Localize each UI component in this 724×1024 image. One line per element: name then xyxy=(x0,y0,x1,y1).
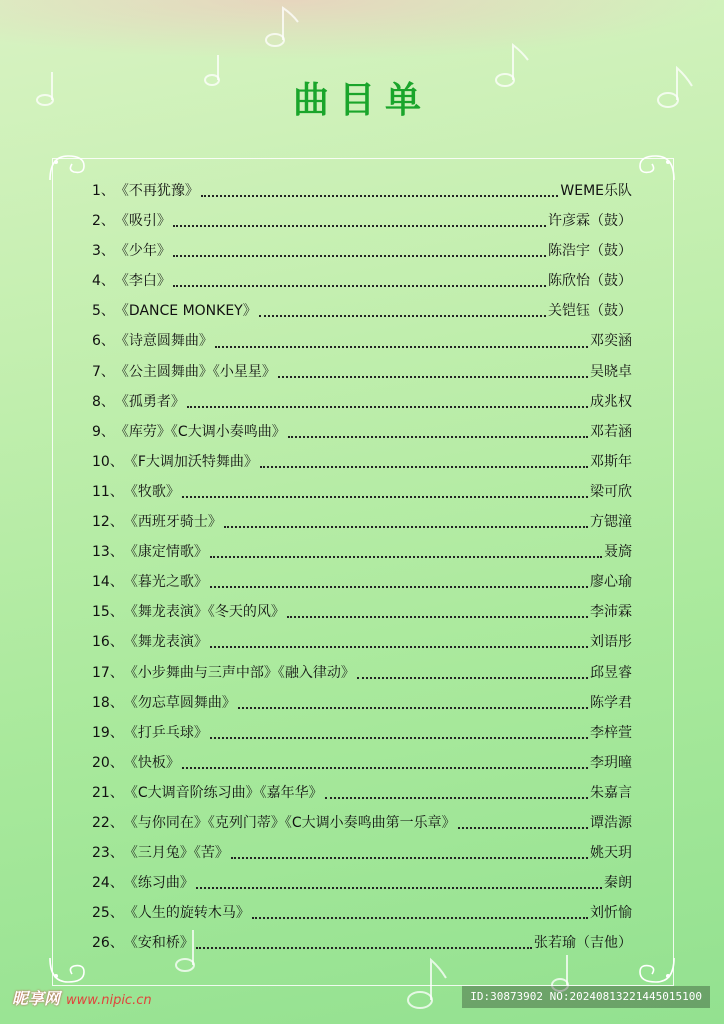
item-title: 《勿忘草圆舞曲》 xyxy=(123,694,236,711)
item-title: 《三月兔》《苦》 xyxy=(123,845,229,862)
item-title: 《舞龙表演》《冬天的风》 xyxy=(123,604,285,621)
dot-leader xyxy=(278,376,588,378)
item-title: 《李白》 xyxy=(114,273,171,290)
item-title: 《快板》 xyxy=(123,754,180,771)
item-performer: 邱昱睿 xyxy=(590,664,632,681)
item-number: 23、 xyxy=(92,845,124,862)
ornament-corner-icon xyxy=(636,152,676,182)
dot-leader xyxy=(210,556,602,558)
list-item xyxy=(92,296,632,326)
item-number: 7、 xyxy=(92,363,115,380)
item-number: 21、 xyxy=(92,784,124,801)
item-performer: 李梓萱 xyxy=(590,724,632,741)
item-number: 6、 xyxy=(92,333,115,350)
dot-leader xyxy=(187,406,588,408)
item-performer: 廖心瑜 xyxy=(590,574,632,591)
item-number: 22、 xyxy=(92,814,124,831)
item-performer: 刘语彤 xyxy=(590,634,632,651)
item-number: 18、 xyxy=(92,694,124,711)
item-title: 《牧歌》 xyxy=(123,483,180,500)
list-item xyxy=(92,326,632,356)
item-title: 《舞龙表演》 xyxy=(123,634,208,651)
list-item xyxy=(92,597,632,627)
item-title: 《打乒乓球》 xyxy=(123,724,208,741)
list-item xyxy=(92,868,632,898)
list-item xyxy=(92,266,632,296)
item-title: 《小步舞曲与三声中部》《融入律动》 xyxy=(123,664,355,681)
item-title: 《与你同在》《克列门蒂》《C大调小奏鸣曲第一乐章》 xyxy=(123,814,456,831)
item-performer: 姚天玥 xyxy=(590,845,632,862)
item-number: 15、 xyxy=(92,604,124,621)
item-number: 5、 xyxy=(92,303,115,320)
item-title: 《西班牙骑士》 xyxy=(123,514,222,531)
item-performer: 刘忻愉 xyxy=(590,905,632,922)
dot-leader xyxy=(260,466,588,468)
dot-leader xyxy=(238,707,588,709)
item-performer: 谭浩源 xyxy=(590,814,632,831)
dot-leader xyxy=(458,827,588,829)
dot-leader xyxy=(224,526,588,528)
item-number: 4、 xyxy=(92,273,115,290)
item-performer: 邓奕涵 xyxy=(590,333,632,350)
item-title: 《练习曲》 xyxy=(123,875,194,892)
list-item xyxy=(92,838,632,868)
item-number: 14、 xyxy=(92,574,124,591)
dot-leader xyxy=(215,346,588,348)
item-title: 《康定情歌》 xyxy=(123,544,208,561)
list-item xyxy=(92,176,632,206)
dot-leader xyxy=(210,586,588,588)
dot-leader xyxy=(196,947,532,949)
item-number: 12、 xyxy=(92,514,124,531)
item-number: 1、 xyxy=(92,183,115,199)
list-item xyxy=(92,627,632,657)
item-title: 《DANCE MONKEY》 xyxy=(114,303,257,320)
dot-leader xyxy=(173,255,546,257)
item-number: 25、 xyxy=(92,905,124,922)
dot-leader xyxy=(231,857,588,859)
item-performer: 李沛霖 xyxy=(590,604,632,621)
item-number: 26、 xyxy=(92,935,124,952)
item-number: 19、 xyxy=(92,724,124,741)
item-title: 《诗意圆舞曲》 xyxy=(114,333,213,350)
item-performer: 方锶潼 xyxy=(590,514,632,531)
item-performer: 成兆权 xyxy=(590,393,632,410)
item-number: 20、 xyxy=(92,754,124,771)
item-performer: 朱嘉言 xyxy=(590,784,632,801)
item-number: 24、 xyxy=(92,875,124,892)
list-item xyxy=(92,778,632,808)
item-title: 《人生的旋转木马》 xyxy=(123,905,250,922)
item-performer: 张若瑜（吉他） xyxy=(534,935,632,952)
item-title: 《暮光之歌》 xyxy=(123,574,208,591)
item-performer: 李玥曈 xyxy=(590,754,632,771)
item-title: 《安和桥》 xyxy=(123,935,194,952)
list-item xyxy=(92,447,632,477)
ornament-corner-icon xyxy=(636,956,676,986)
item-performer: 吴晓卓 xyxy=(590,363,632,380)
dot-leader xyxy=(182,496,588,498)
list-item xyxy=(92,718,632,748)
item-title: 《少年》 xyxy=(114,243,171,260)
item-title: 《F大调加沃特舞曲》 xyxy=(123,453,258,470)
list-item xyxy=(92,898,632,928)
item-performer: 陈学君 xyxy=(590,694,632,711)
ornament-corner-icon xyxy=(48,152,88,182)
item-title: 《C大调音阶练习曲》《嘉年华》 xyxy=(123,784,323,801)
item-title: 《不再犹豫》 xyxy=(114,183,199,199)
list-item xyxy=(92,928,632,958)
item-number: 13、 xyxy=(92,544,124,561)
dot-leader xyxy=(196,887,602,889)
item-performer: 许彦霖（鼓） xyxy=(548,213,632,230)
ornament-corner-icon xyxy=(48,956,88,986)
list-item xyxy=(92,236,632,266)
dot-leader xyxy=(173,225,546,227)
item-number: 8、 xyxy=(92,393,115,410)
item-performer: WEME乐队 xyxy=(560,183,632,199)
item-performer: 陈浩宇（鼓） xyxy=(548,243,632,260)
list-item xyxy=(92,417,632,447)
list-item xyxy=(92,688,632,718)
item-performer: 关铠钰（鼓） xyxy=(548,303,632,320)
item-performer: 邓若涵 xyxy=(590,423,632,440)
watermark-brand-text: 昵享网 xyxy=(12,989,61,1008)
list-item xyxy=(92,537,632,567)
item-performer: 陈欣怡（鼓） xyxy=(548,273,632,290)
item-number: 10、 xyxy=(92,453,124,470)
dot-leader xyxy=(201,195,558,197)
dot-leader xyxy=(173,285,546,287)
watermark-id: ID:30873902 NO:20240813221445015100 xyxy=(462,986,710,1008)
item-title: 《孤勇者》 xyxy=(114,393,185,410)
item-title: 《库劳》《C大调小奏鸣曲》 xyxy=(114,423,286,440)
dot-leader xyxy=(325,797,588,799)
item-number: 17、 xyxy=(92,664,124,681)
list-item xyxy=(92,477,632,507)
program-list xyxy=(92,176,632,958)
list-item xyxy=(92,206,632,236)
dot-leader xyxy=(182,767,588,769)
page-title: 曲目单 xyxy=(292,79,431,121)
list-item xyxy=(92,658,632,688)
item-performer: 秦朗 xyxy=(604,875,632,892)
item-title: 《吸引》 xyxy=(114,213,171,230)
item-number: 3、 xyxy=(92,243,115,260)
dot-leader xyxy=(252,917,588,919)
dot-leader xyxy=(259,315,546,317)
item-number: 11、 xyxy=(92,483,124,500)
list-item xyxy=(92,387,632,417)
item-number: 16、 xyxy=(92,634,124,651)
list-item xyxy=(92,507,632,537)
list-item xyxy=(92,748,632,778)
item-performer: 梁可欣 xyxy=(590,483,632,500)
dot-leader xyxy=(210,646,588,648)
dot-leader xyxy=(288,436,588,438)
watermark-brand xyxy=(12,986,152,1009)
top-glow xyxy=(0,0,724,60)
item-number: 9、 xyxy=(92,423,115,440)
dot-leader xyxy=(210,737,588,739)
list-item xyxy=(92,357,632,387)
item-title: 《公主圆舞曲》《小星星》 xyxy=(114,363,276,380)
dot-leader xyxy=(287,616,588,618)
list-item xyxy=(92,567,632,597)
item-performer: 聂旖 xyxy=(604,544,632,561)
item-number: 2、 xyxy=(92,213,115,230)
dot-leader xyxy=(357,677,588,679)
item-performer: 邓斯年 xyxy=(590,453,632,470)
watermark-site: www.nipic.cn xyxy=(66,993,152,1008)
list-item xyxy=(92,808,632,838)
